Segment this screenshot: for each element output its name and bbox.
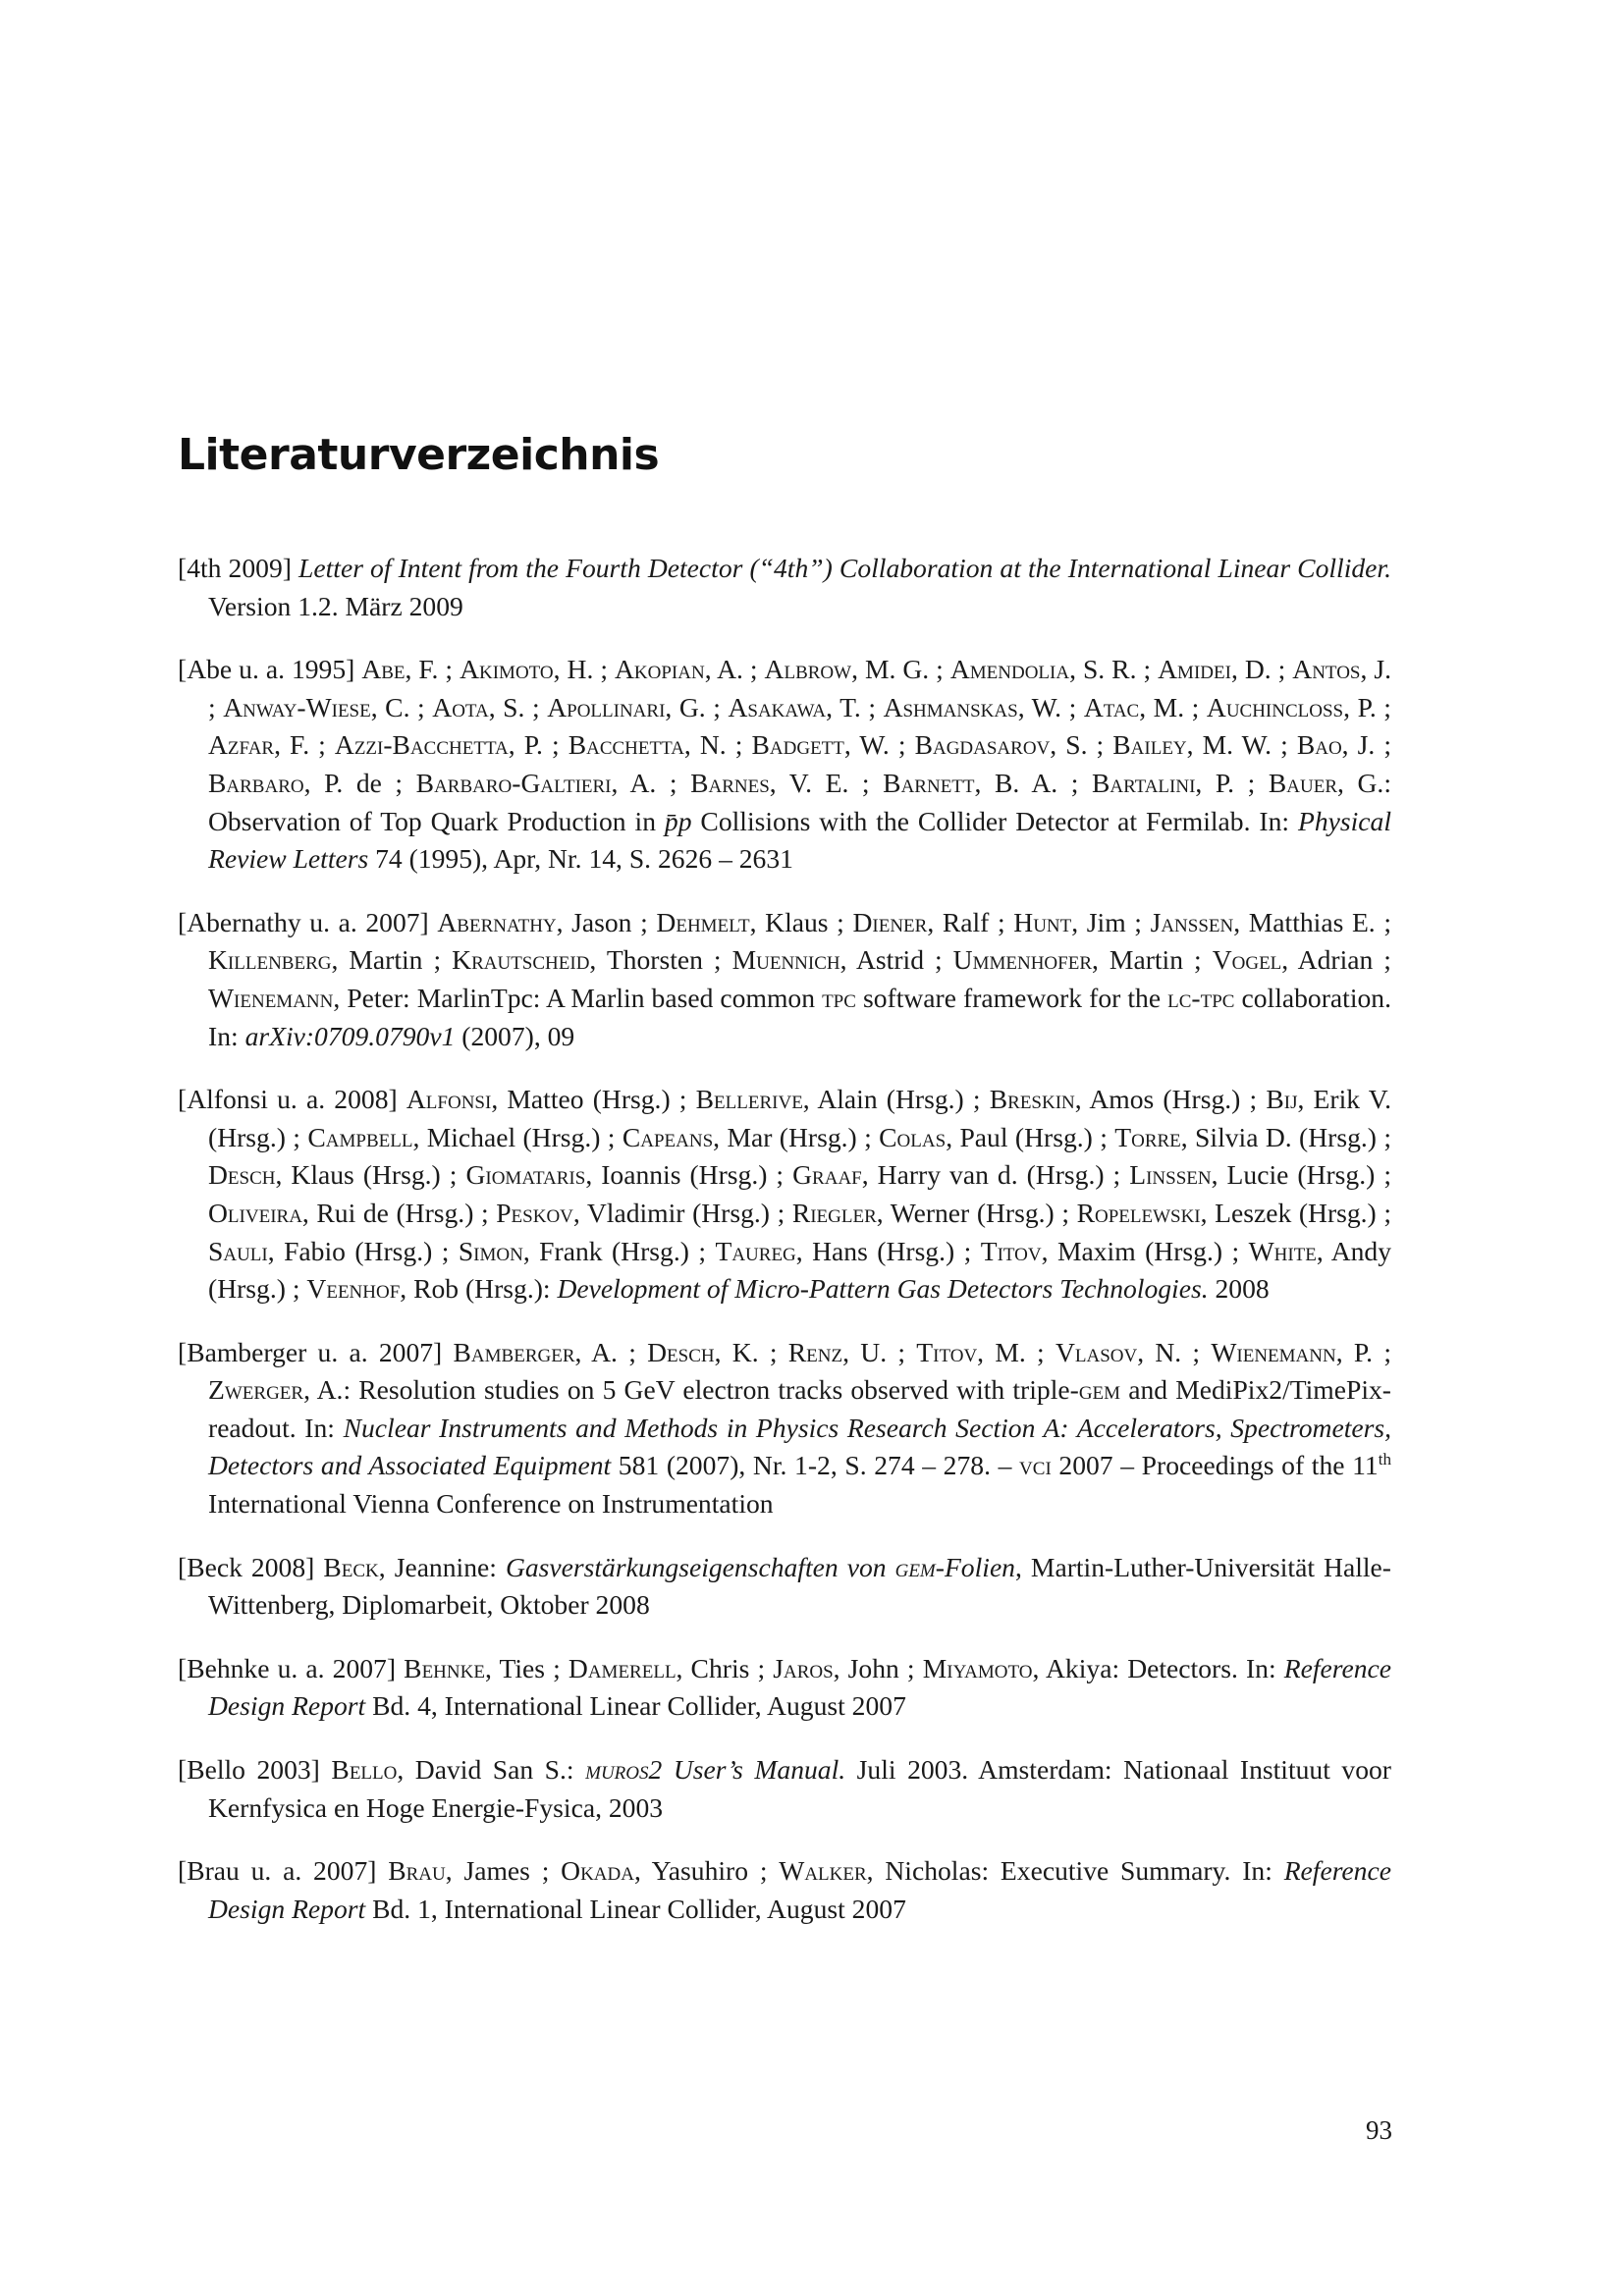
bib-text: p̄p xyxy=(664,805,692,836)
bib-text: , A. ; xyxy=(574,1336,648,1367)
bib-text: , T. ; xyxy=(826,691,884,722)
bib-text: , Adrian ; xyxy=(1281,944,1391,976)
bib-text: Development of Micro-Pattern Gas Detectors Technologies. xyxy=(557,1273,1209,1305)
bib-text: 2008 xyxy=(1208,1273,1270,1305)
bib-text: User’s Manual. xyxy=(662,1754,846,1786)
bib-text: Dehmelt xyxy=(656,906,750,937)
bib-text: Bagdasarov xyxy=(914,729,1051,761)
bib-text: , John ; xyxy=(833,1652,923,1683)
bib-text: Version 1.2. März 2009 xyxy=(208,590,463,621)
bib-text: Bacchetta xyxy=(568,729,684,761)
bib-text: , Harry van d. (Hrsg.) ; xyxy=(861,1159,1130,1191)
bib-text: Graaf xyxy=(792,1159,862,1191)
bib-entry xyxy=(178,1549,1391,1625)
bib-text: , M. ; xyxy=(977,1336,1056,1367)
bib-text: Auchincloss xyxy=(1206,691,1344,722)
bib-text: Albrow xyxy=(764,654,852,685)
bib-text: , Silvia D. (Hrsg.) ; xyxy=(1180,1121,1391,1152)
bib-text: Bauer xyxy=(1268,767,1338,798)
bib-text: , S. ; xyxy=(488,691,548,722)
bib-text: , Martin ; xyxy=(1092,944,1213,976)
bib-text: 581 (2007), Nr. 1-2, S. 274 – 278. – xyxy=(611,1450,1020,1481)
bib-key: [Behnke u. a. 2007] xyxy=(178,1652,397,1683)
bib-text: Wienemann xyxy=(208,982,334,1013)
bib-text: muros2 xyxy=(585,1754,663,1786)
bib-text: Reference Design Report xyxy=(208,1652,1391,1722)
bib-key: [Abe u. a. 1995] xyxy=(178,654,355,685)
page-number: 93 xyxy=(1366,2115,1392,2145)
bib-text: Juli 2003. Amsterdam: Nationaal Instituut voor Kernfysica en Hoge Energie-Fysica, 2003 xyxy=(208,1754,1391,1823)
bib-text: , Nicholas: Executive Summary. In: xyxy=(866,1855,1284,1887)
bib-entry xyxy=(178,904,1391,1055)
bib-text: Simon xyxy=(458,1235,523,1266)
bib-text: International Vienna Conference on Instrumentation xyxy=(208,1488,774,1520)
bib-text: Jaros xyxy=(773,1652,834,1683)
bib-text: Titov xyxy=(980,1235,1042,1266)
bib-text: Desch xyxy=(208,1159,276,1191)
bib-key: [Brau u. a. 2007] xyxy=(178,1855,377,1887)
bib-text: Vlasov xyxy=(1055,1336,1138,1367)
bib-text: , U. ; xyxy=(842,1336,917,1367)
bib-text: Veenhof xyxy=(306,1273,401,1305)
bib-text: Muennich xyxy=(731,944,840,976)
bib-text: , S. R. ; xyxy=(1069,654,1159,685)
bib-text: Diener xyxy=(852,906,928,937)
bib-text: , Frank (Hrsg.) ; xyxy=(522,1235,716,1266)
bib-text: Barnes xyxy=(690,767,770,798)
bib-text: 74 (1995), Apr, Nr. 14, S. 2626 – 2631 xyxy=(368,843,793,875)
bib-text: , Michael (Hrsg.) ; xyxy=(412,1121,623,1152)
bib-text: Brau xyxy=(388,1855,446,1887)
bib-text: Titov xyxy=(916,1336,978,1367)
bib-text: , Yasuhiro ; xyxy=(633,1855,780,1887)
bib-text: , G.: Observation of Top Quark Production in xyxy=(208,767,1391,836)
bib-text: , A. ; xyxy=(704,654,765,685)
bib-text: Taureg xyxy=(715,1235,796,1266)
bib-text: Janssen xyxy=(1150,906,1234,937)
bib-entry xyxy=(178,550,1391,625)
bib-text: Torre xyxy=(1114,1121,1181,1152)
bib-text: , P. de ; xyxy=(303,767,416,798)
bib-text: White xyxy=(1248,1235,1317,1266)
bib-text: Ummenhofer xyxy=(952,944,1093,976)
bib-text: , Jason ; xyxy=(556,906,657,937)
bib-text: Zwerger xyxy=(208,1374,304,1406)
bib-text: , K. ; xyxy=(714,1336,788,1367)
bib-text: Miyamoto xyxy=(922,1652,1033,1683)
bib-text: Wienemann xyxy=(1211,1336,1336,1367)
bib-text: Apollinari xyxy=(547,691,666,722)
bib-text: th xyxy=(1378,1450,1392,1469)
bib-text: , F. ; xyxy=(274,729,335,761)
bib-text: Capeans xyxy=(622,1121,714,1152)
bib-text: , Matthias E. ; xyxy=(1233,906,1391,937)
bib-text: , Martin-Luther-Universität Halle-Wittenberg, Diplomarbeit, Oktober 2008 xyxy=(208,1551,1391,1621)
bib-text: , Amos (Hrsg.) ; xyxy=(1074,1084,1267,1115)
bib-key: [Alfonsi u. a. 2008] xyxy=(178,1084,398,1115)
bib-text: Antos xyxy=(1292,654,1361,685)
bib-text: Krautscheid xyxy=(452,944,590,976)
bib-text: 2007 – Proceedings of the 11 xyxy=(1051,1450,1379,1481)
bib-text: Aota xyxy=(432,691,489,722)
bib-text: Ropelewski xyxy=(1076,1197,1201,1228)
bib-text: , David San S.: xyxy=(397,1754,586,1786)
bib-text: , Astrid ; xyxy=(839,944,953,976)
bib-text: , Klaus ; xyxy=(749,906,853,937)
bib-text: arXiv:0709.0790v1 xyxy=(244,1020,456,1051)
bib-text: , Rui de (Hrsg.) ; xyxy=(301,1197,497,1228)
bib-text: Atac xyxy=(1083,691,1140,722)
bib-text: (2007), 09 xyxy=(455,1020,575,1051)
bib-text: Riegler xyxy=(791,1197,877,1228)
bib-text: , M. G. ; xyxy=(851,654,950,685)
bib-text: Hunt xyxy=(1013,906,1072,937)
bib-text: lc-tpc xyxy=(1167,982,1235,1013)
bib-text: , J. ; xyxy=(208,654,1392,722)
bib-text: , Ralf ; xyxy=(927,906,1014,937)
bib-text: Bailey xyxy=(1112,729,1187,761)
bib-text: , Mar (Hrsg.) ; xyxy=(713,1121,880,1152)
bib-text: , Erik V. (Hrsg.) ; xyxy=(208,1084,1391,1152)
bib-text: , Peter: MarlinTpc: A Marlin based common xyxy=(333,982,823,1013)
bib-text: , A. ; xyxy=(611,767,691,798)
bib-text: Nuclear Instruments and Methods in Physics Research Section A: Accelerators, Spectrometers, Detectors and Associated Equipment xyxy=(208,1412,1391,1481)
bib-text: and MediPix2/TimePix-readout. In: xyxy=(208,1374,1391,1443)
bib-text: Gasverstärkungseigenschaften von xyxy=(505,1551,895,1582)
bib-text: , Rob (Hrsg.): xyxy=(400,1273,558,1305)
bib-text: , C. ; xyxy=(370,691,433,722)
bib-text: Amendolia xyxy=(949,654,1070,685)
bib-text: Barbaro-Galtieri xyxy=(415,767,612,798)
bib-text: , Klaus (Hrsg.) ; xyxy=(275,1159,466,1191)
bib-text: , V. E. ; xyxy=(769,767,884,798)
bib-text: Campbell xyxy=(307,1121,413,1152)
bib-text: , D. ; xyxy=(1230,654,1293,685)
bib-text: , Fabio (Hrsg.) ; xyxy=(267,1235,459,1266)
bib-text: , Jim ; xyxy=(1071,906,1151,937)
bib-text: Beck xyxy=(323,1551,379,1582)
bib-entry xyxy=(178,1650,1391,1726)
bib-text: , Maxim (Hrsg.) ; xyxy=(1041,1235,1249,1266)
bib-text: , J. ; xyxy=(1341,729,1391,761)
bib-text: , P. ; xyxy=(1335,1336,1391,1367)
bib-text: Vogel xyxy=(1212,944,1282,976)
bib-text: Physical Review Letters xyxy=(208,805,1391,875)
bib-text: , P. ; xyxy=(1343,691,1391,722)
bib-key: [Beck 2008] xyxy=(178,1551,315,1582)
bib-entry xyxy=(178,651,1391,879)
bib-key: [Abernathy u. a. 2007] xyxy=(178,906,429,937)
bib-text: Letter of Intent from the Fourth Detector (“4th”) Collaboration at the International Linear Collider. xyxy=(298,553,1391,583)
bib-text: -Folien xyxy=(935,1551,1015,1582)
bib-text: , Hans (Hrsg.) ; xyxy=(795,1235,981,1266)
bib-text: , B. A. ; xyxy=(974,767,1092,798)
bib-text: Amidei xyxy=(1158,654,1231,685)
bib-text: Desch xyxy=(647,1336,715,1367)
bib-text: , A.: Resolution studies on 5 GeV electron tracks observed with triple- xyxy=(303,1374,1079,1406)
bib-text: Walker xyxy=(779,1855,867,1887)
bib-text: , Leszek (Hrsg.) ; xyxy=(1200,1197,1391,1228)
bib-text: , P. ; xyxy=(508,729,568,761)
bib-text: Azfar xyxy=(208,729,275,761)
bib-text: software framework for the xyxy=(855,982,1168,1013)
bib-text: , Jeannine: xyxy=(378,1551,506,1582)
bib-text: Bd. 4, International Linear Collider, August 2007 xyxy=(365,1690,906,1722)
bib-text: Sauli xyxy=(208,1235,268,1266)
bib-text: Akopian xyxy=(615,654,705,685)
bib-text: Oliveira xyxy=(208,1197,302,1228)
bib-text: Collisions with the Collider Detector at Fermilab. In: xyxy=(691,805,1298,836)
bib-key: [Bello 2003] xyxy=(178,1754,320,1786)
bib-text: , H. ; xyxy=(553,654,615,685)
bib-text: Renz xyxy=(787,1336,843,1367)
bib-text: , Akiya: Detectors. In: xyxy=(1032,1652,1284,1683)
bib-text: , M. W. ; xyxy=(1186,729,1297,761)
bib-text: Okada xyxy=(561,1855,634,1887)
bib-text: Azzi-Bacchetta xyxy=(334,729,509,761)
bib-text: Colas xyxy=(879,1121,947,1152)
bib-text: Breskin xyxy=(989,1084,1075,1115)
bib-text: tpc xyxy=(822,982,856,1013)
bib-text: Abe xyxy=(361,654,406,685)
bib-text: Abernathy xyxy=(437,906,557,937)
bib-text: , Werner (Hrsg.) ; xyxy=(876,1197,1077,1228)
bib-text: Bamberger xyxy=(453,1336,575,1367)
bib-text: Barnett xyxy=(883,767,975,798)
bib-text: , Chris ; xyxy=(676,1652,774,1683)
bib-text: Asakawa xyxy=(728,691,827,722)
bib-key: [4th 2009] xyxy=(178,553,292,583)
bib-text: Reference Design Report xyxy=(208,1855,1391,1924)
bib-text: Peskov xyxy=(496,1197,573,1228)
bib-text: , W. ; xyxy=(1017,691,1084,722)
bib-text: , F. ; xyxy=(405,654,460,685)
bib-text: , Ties ; xyxy=(484,1652,568,1683)
bib-text: , Lucie (Hrsg.) ; xyxy=(1211,1159,1391,1191)
bib-text: , W. ; xyxy=(843,729,915,761)
bib-text: gem xyxy=(1078,1374,1121,1406)
bib-text: , P. ; xyxy=(1195,767,1269,798)
bib-key: [Bamberger u. a. 2007] xyxy=(178,1336,443,1367)
bib-text: , N. ; xyxy=(683,729,752,761)
bib-text: , Ioannis (Hrsg.) ; xyxy=(585,1159,793,1191)
bib-text: Behnke xyxy=(404,1652,485,1683)
bib-text: , N. ; xyxy=(1137,1336,1212,1367)
bib-text: Bao xyxy=(1296,729,1342,761)
bib-text: , Alain (Hrsg.) ; xyxy=(802,1084,990,1115)
bib-text: , Paul (Hrsg.) ; xyxy=(946,1121,1115,1152)
bib-text: Anway-Wiese xyxy=(223,691,371,722)
bib-text: , M. ; xyxy=(1139,691,1207,722)
bib-text: Killenberg xyxy=(208,944,332,976)
bib-text: Giomataris xyxy=(465,1159,586,1191)
bib-text: , S. ; xyxy=(1050,729,1113,761)
bib-entry xyxy=(178,1852,1391,1928)
bib-text: Ashmanskas xyxy=(883,691,1018,722)
bib-text: gem xyxy=(894,1551,936,1582)
bib-text: , James ; xyxy=(445,1855,562,1887)
bib-text: Linssen xyxy=(1129,1159,1212,1191)
bib-text: Akimoto xyxy=(460,654,554,685)
bib-text: , G. ; xyxy=(665,691,729,722)
bib-entry xyxy=(178,1081,1391,1308)
bib-text: Damerell xyxy=(568,1652,677,1683)
bib-entry xyxy=(178,1334,1391,1523)
bib-text: , Vladimir (Hrsg.) ; xyxy=(572,1197,792,1228)
bib-entry xyxy=(178,1751,1391,1827)
page-title: Literaturverzeichnis xyxy=(178,430,660,480)
bib-text: , Thorsten ; xyxy=(589,944,732,976)
bib-text: collaboration. In: xyxy=(208,982,1391,1051)
bib-text: Bello xyxy=(331,1754,398,1786)
bib-text: Barbaro xyxy=(208,767,304,798)
bibliography-list xyxy=(178,550,1391,1953)
bib-text: Bd. 1, International Linear Collider, August 2007 xyxy=(365,1893,906,1924)
bib-text: , Matteo (Hrsg.) ; xyxy=(491,1084,696,1115)
bib-text: Bij xyxy=(1266,1084,1298,1115)
bib-text: Badgett xyxy=(751,729,844,761)
bib-text: , Martin ; xyxy=(331,944,453,976)
bib-text: Bartalini xyxy=(1091,767,1196,798)
bib-text: Bellerive xyxy=(695,1084,803,1115)
bib-text: , Andy (Hrsg.) ; xyxy=(208,1235,1392,1305)
bib-text: vci xyxy=(1019,1450,1052,1481)
bib-text: Alfonsi xyxy=(406,1084,492,1115)
